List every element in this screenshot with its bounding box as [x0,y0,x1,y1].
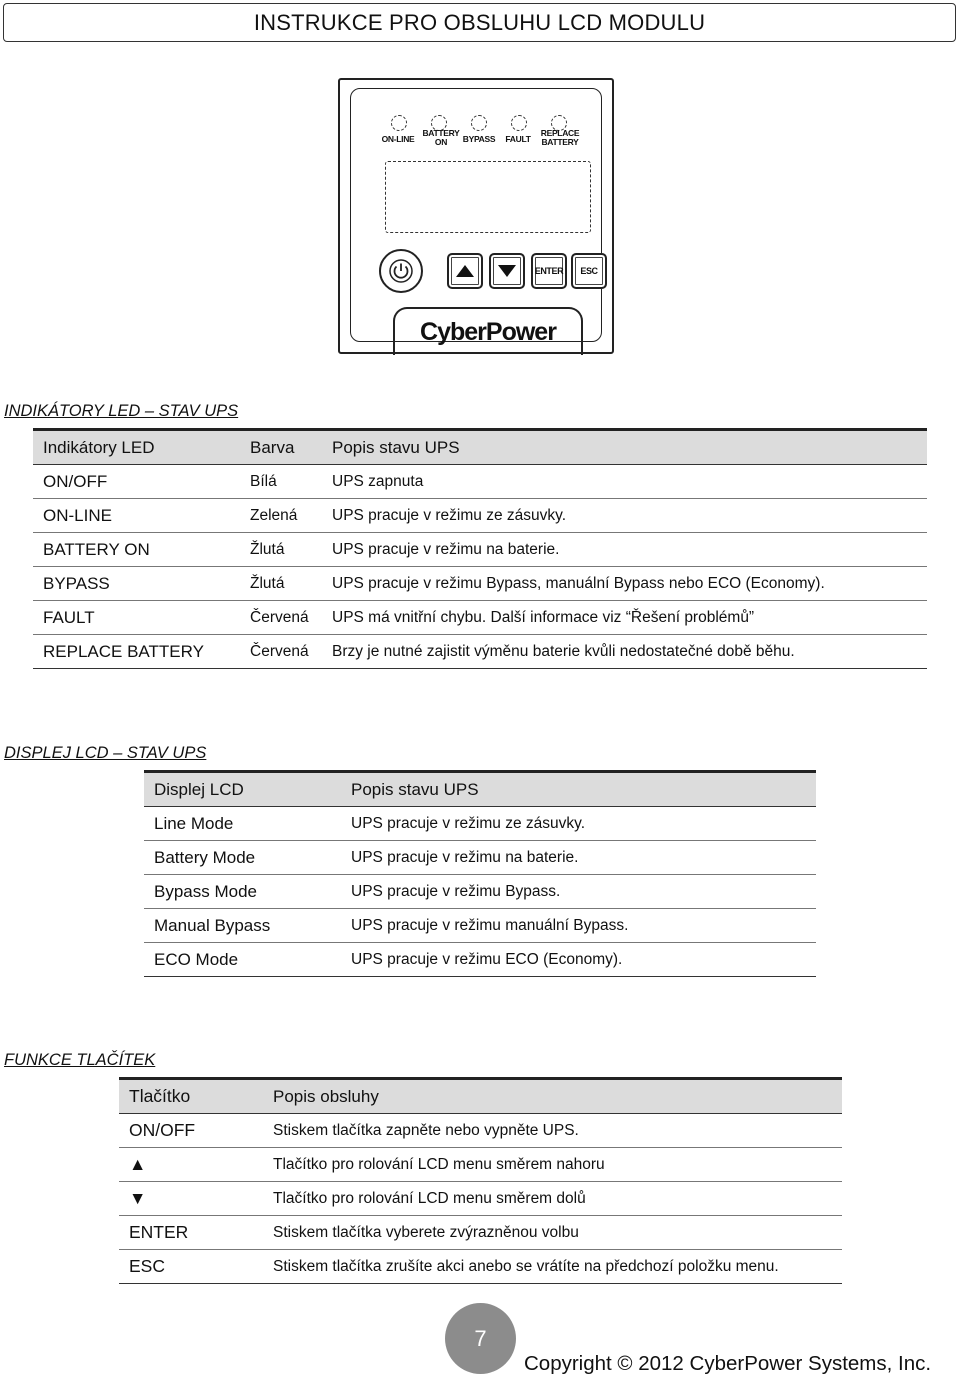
table-cell: Červená [250,601,332,635]
table-cell: REPLACE BATTERY [33,635,250,669]
page-title: INSTRUKCE PRO OBSLUHU LCD MODULU [3,3,956,42]
panel-frame [350,88,602,346]
table-header-row [144,772,816,807]
esc-button[interactable] [571,253,607,289]
table-row [119,1182,842,1216]
led-section-heading: INDIKÁTORY LED – STAV UPS [4,402,239,420]
table-cell: Bílá [250,465,332,499]
table-cell: UPS pracuje v režimu na baterie. [351,841,816,875]
led-label-battery-on: BATTERY ON [422,128,460,147]
table-cell: ENTER [119,1216,273,1250]
table-header-row [33,430,927,465]
table-row [33,567,927,601]
led-label-fault: FAULT [505,134,531,144]
copyright-notice: Copyright © 2012 CyberPower Systems, Inc. [524,1352,932,1375]
arrow-up-icon [454,263,476,279]
table-cell: ON/OFF [119,1114,273,1148]
brand-logo-text: CyberPower [420,317,556,346]
table-cell: ▲ [119,1148,273,1182]
lcd-module-panel [338,78,614,354]
led-online-indicator [391,115,407,131]
brand-logo [393,307,583,355]
table-cell: FAULT [33,601,250,635]
table-row [33,465,927,499]
table-cell: Tlačítko pro rolování LCD menu směrem dolů [273,1182,842,1216]
power-button[interactable] [379,249,423,293]
table-cell: UPS má vnitřní chybu. Další informace viz “Řešení problémů” [332,601,927,635]
power-icon [388,258,414,284]
page-number: 7 [445,1303,516,1374]
led-label-bypass: BYPASS [462,134,496,144]
enter-button-label: ENTER [534,266,564,276]
table-cell: Stiskem tlačítka zapněte nebo vypněte UPS. [273,1114,842,1148]
header-cell: Tlačítko [119,1079,273,1114]
led-label-replace-battery: REPLACE BATTERY [540,128,580,147]
led-bypass-indicator [471,115,487,131]
table-cell: Bypass Mode [144,875,351,909]
table-cell: UPS zapnuta [332,465,927,499]
table-cell: UPS pracuje v režimu manuální Bypass. [351,909,816,943]
lcd-section-heading: DISPLEJ LCD – STAV UPS [4,744,207,762]
table-row [144,875,816,909]
table-cell: Červená [250,635,332,669]
header-cell: Barva [250,430,332,465]
table-header-row [119,1079,842,1114]
header-cell: Popis obsluhy [273,1079,842,1114]
table-row [33,601,927,635]
table-cell: UPS pracuje v režimu ze zásuvky. [351,807,816,841]
led-label-online: ON-LINE [381,134,415,144]
arrow-down-icon [496,263,518,279]
enter-button[interactable] [531,253,567,289]
table-row [119,1114,842,1148]
table-cell: ON/OFF [33,465,250,499]
table-cell: Žlutá [250,567,332,601]
header-cell: Popis stavu UPS [332,430,927,465]
table-cell: UPS pracuje v režimu ECO (Economy). [351,943,816,977]
button-function-table [119,1077,842,1284]
table-cell: UPS pracuje v režimu na baterie. [332,533,927,567]
esc-button-label: ESC [580,266,598,276]
table-row [119,1148,842,1182]
led-fault-indicator [511,115,527,131]
table-cell: ON-LINE [33,499,250,533]
table-row [144,909,816,943]
table-cell: BYPASS [33,567,250,601]
table-cell: BATTERY ON [33,533,250,567]
table-cell: Stiskem tlačítka vyberete zvýrazněnou volbu [273,1216,842,1250]
table-row [144,807,816,841]
table-row [144,943,816,977]
table-cell: Zelená [250,499,332,533]
led-status-table [33,428,927,669]
lcd-screen [385,161,591,233]
table-cell: ESC [119,1250,273,1284]
table-cell: Line Mode [144,807,351,841]
table-cell: Stiskem tlačítka zrušíte akci anebo se vrátíte na předchozí položku menu. [273,1250,842,1284]
table-cell: Brzy je nutné zajistit výměnu baterie kvůli nedostatečné době běhu. [332,635,927,669]
table-cell: UPS pracuje v režimu Bypass. [351,875,816,909]
table-cell: Tlačítko pro rolování LCD menu směrem nahoru [273,1148,842,1182]
header-cell: Popis stavu UPS [351,772,816,807]
table-cell: UPS pracuje v režimu Bypass, manuální Bypass nebo ECO (Economy). [332,567,927,601]
table-cell: ▼ [119,1182,273,1216]
table-row [33,533,927,567]
header-cell: Displej LCD [144,772,351,807]
lcd-status-table [144,770,816,977]
table-row [119,1250,842,1284]
header-cell: Indikátory LED [33,430,250,465]
table-cell: UPS pracuje v režimu ze zásuvky. [332,499,927,533]
table-cell: ECO Mode [144,943,351,977]
table-cell: Manual Bypass [144,909,351,943]
button-section-heading: FUNKCE TLAČÍTEK [4,1051,156,1069]
table-row [33,499,927,533]
scroll-up-button[interactable] [447,253,483,289]
table-cell: Žlutá [250,533,332,567]
table-row [144,841,816,875]
scroll-down-button[interactable] [489,253,525,289]
table-cell: Battery Mode [144,841,351,875]
table-row [33,635,927,669]
table-row [119,1216,842,1250]
